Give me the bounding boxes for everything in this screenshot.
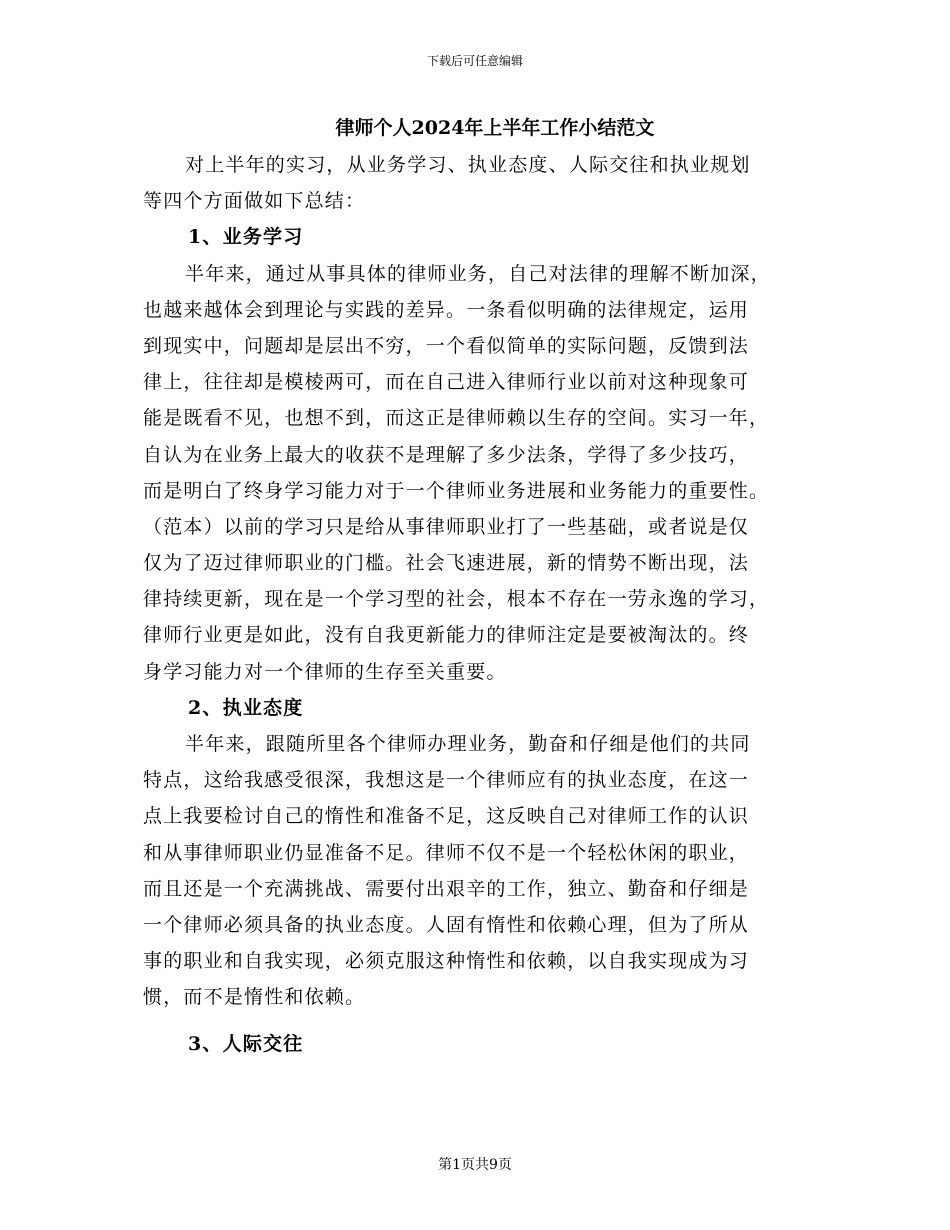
paragraph-line: （范本）以前的学习只是给从事律师职业打了一些基础，或者说是仅 <box>143 515 750 538</box>
paragraph-line: 而是明白了终身学习能力对于一个律师业务进展和业务能力的重要性。 <box>143 479 770 502</box>
paragraph-line: 点上我要检讨自己的惰性和准备不足，这反映自己对律师工作的认识 <box>143 805 750 828</box>
intro-line: 等四个方面做如下总结： <box>143 190 366 213</box>
paragraph-line: 也越来越体会到理论与实践的差异。一条看似明确的法律规定，运用 <box>143 298 750 321</box>
paragraph-line: 律持续更新，现在是一个学习型的社会，根本不存在一劳永逸的学习， <box>143 588 770 611</box>
document-body <box>143 147 807 1062</box>
paragraph-line: 一个律师必须具备的执业态度。人固有惰性和依赖心理，但为了所从 <box>143 913 750 936</box>
section-heading: 2、执业态度 <box>188 696 304 719</box>
paragraph-line: 特点，这给我感受很深，我想这是一个律师应有的执业态度，在这一 <box>143 769 750 792</box>
page-header-note: 下载后可任意编辑 <box>426 54 523 68</box>
section-heading: 3、人际交往 <box>188 1032 304 1055</box>
paragraph-line: 而且还是一个充满挑战、需要付出艰辛的工作，独立、勤奋和仔细是 <box>143 877 750 900</box>
paragraph-line: 半年来，通过从事具体的律师业务，自己对法律的理解不断加深， <box>185 262 771 285</box>
paragraph-line: 自认为在业务上最大的收获不是理解了多少法条，学得了多少技巧， <box>143 443 750 466</box>
section-heading: 1、业务学习 <box>188 226 304 249</box>
spacer <box>143 1016 807 1026</box>
paragraph-line: 身学习能力对一个律师的生存至关重要。 <box>143 660 507 683</box>
paragraph-line: 能是既看不见，也想不到，而这正是律师赖以生存的空间。实习一年， <box>143 407 770 430</box>
paragraph-line: 惯，而不是惰性和依赖。 <box>143 986 366 1009</box>
paragraph-line: 仅为了迈过律师职业的门槛。社会飞速进展，新的情势不断出现，法 <box>143 552 750 575</box>
paragraph-line: 到现实中，问题却是层出不穷，一个看似简单的实际问题，反馈到法 <box>143 334 750 357</box>
page-number: 第1页共9页 <box>438 1157 512 1173</box>
paragraph-line: 和从事律师职业仍显准备不足。律师不仅不是一个轻松休闲的职业， <box>143 841 750 864</box>
paragraph-line: 事的职业和自我实现，必须克服这种惰性和依赖，以自我实现成为习 <box>143 950 750 973</box>
paragraph-line: 律师行业更是如此，没有自我更新能力的律师注定是要被淘汰的。终 <box>143 624 750 647</box>
intro-line: 对上半年的实习，从业务学习、执业态度、人际交往和执业规划 <box>185 154 751 176</box>
paragraph-line: 律上，往往却是模棱两可，而在自己进入律师行业以前对这种现象可 <box>143 371 750 394</box>
paragraph-line: 半年来，跟随所里各个律师办理业务，勤奋和仔细是他们的共同 <box>185 733 751 755</box>
document-title: 律师个人2024年上半年工作小结范文 <box>335 117 655 139</box>
